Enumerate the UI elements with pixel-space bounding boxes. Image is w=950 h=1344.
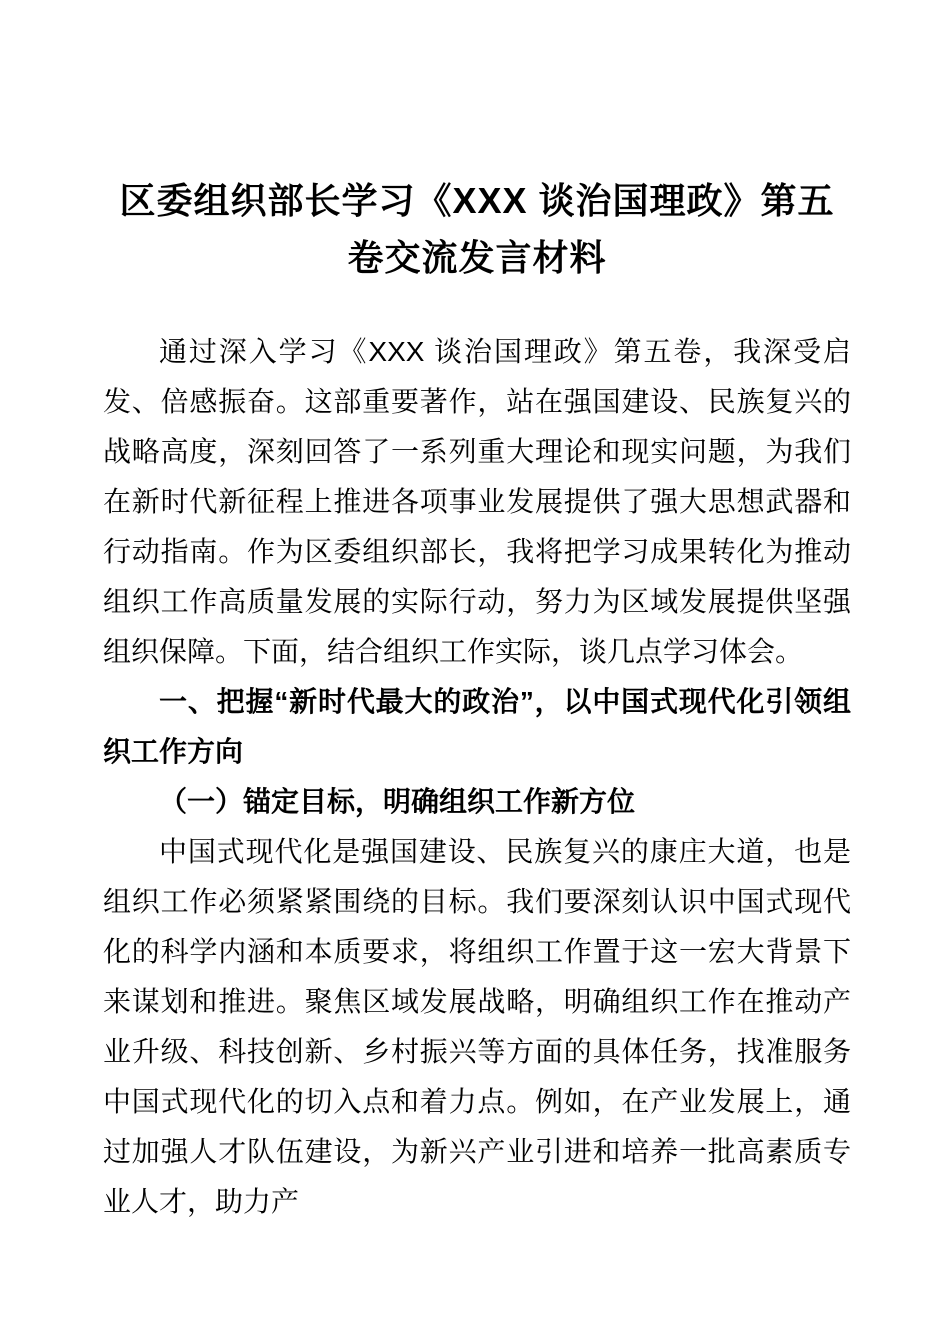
paragraph: 中国式现代化是强国建设、民族复兴的康庄大道，也是组织工作必须紧紧围绕的目标。我们要深刻认识中国式现代化的科学内涵和本质要求，将组织工作置于这一宏大背景下来谋划和推进。聚焦区域发展战略，明确组织工作在推动产业升级、科技创新、乡村振兴等方面的具体任务，找准服务中国式现代化的切入点和着力点。例如，在产业发展上，通过加强人才队伍建设，为新兴产业引进和培养一批高素质专业人才，助力产: [103, 836, 851, 1217]
section-heading1: 一、把握“新时代最大的政治”，以中国式现代化引领组织工作方向: [103, 686, 851, 767]
section-heading2: （一）锚定目标，明确组织工作新方位: [159, 786, 636, 817]
paragraph: 通过深入学习《XXX 谈治国理政》第五卷，我深受启发、倍感振奋。这部重要著作，站在强国建设、民族复兴的战略高度，深刻回答了一系列重大理论和现实问题，为我们在新时代新征程上推进各项事业发展提供了强大思想武器和行动指南。作为区委组织部长，我将把学习成果转化为推动组织工作高质量发展的实际行动，努力为区域发展提供坚强组织保障。下面，结合组织工作实际，谈几点学习体会。: [103, 336, 851, 667]
document-body: [103, 327, 851, 1227]
document-title: 区委组织部长学习《XXX 谈治国理政》第五卷交流发言材料: [119, 180, 835, 278]
